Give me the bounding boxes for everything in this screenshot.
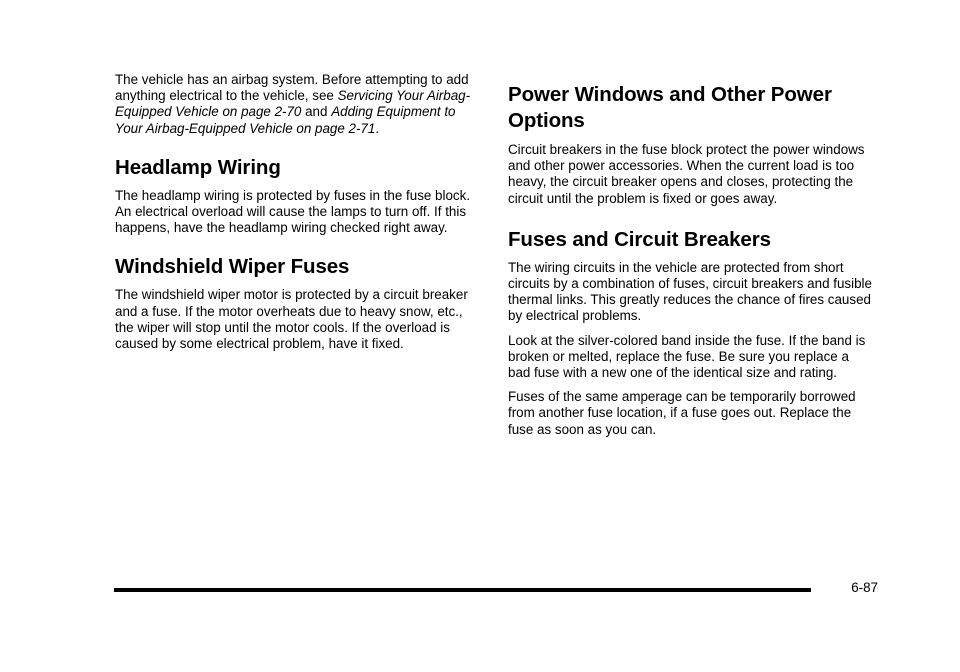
headlamp-wiring-body: The headlamp wiring is protected by fuses in the fuse block. An electrical overload will cause the lamps to turn off. If this happens, have the headlamp wiring checked right away. bbox=[115, 187, 471, 236]
adding-equipment-reference-link[interactable]: Adding Equipment to Your Airbag-Equipped Vehicle on page 2-71 bbox=[115, 104, 456, 136]
windshield-wiper-fuses-body: The windshield wiper motor is protected by a circuit breaker and a fuse. If the motor overheats due to heavy snow, etc., the wiper will stop until the motor cools. If the overload is caused by some electrical problem, have it fixed. bbox=[115, 287, 468, 352]
power-windows-heading: Power Windows and Other Power Options bbox=[508, 83, 832, 132]
power-windows-body: Circuit breakers in the fuse block protect the power windows and other power accessories. When the current load is too heavy, the circuit breaker opens and closes, protecting the circuit until the problem is fixed or goes away. bbox=[508, 142, 865, 206]
left-column bbox=[115, 72, 477, 352]
windshield-wiper-fuses-heading: Windshield Wiper Fuses bbox=[115, 255, 350, 279]
fuses-paragraph-3: Fuses of the same amperage can be temporarily borrowed from another fuse location, if a fuse goes out. Replace the fuse as soon as you can. bbox=[508, 389, 856, 437]
footer-rule bbox=[114, 588, 811, 592]
fuses-paragraph-1: The wiring circuits in the vehicle are protected from short circuits by a combination of fuses, circuit breakers and fusible thermal links. This greatly reduces the chance of fires caused by electrical problems. bbox=[508, 259, 872, 324]
fuses-circuit-breakers-heading: Fuses and Circuit Breakers bbox=[508, 227, 771, 251]
airbag-intro-paragraph: The vehicle has an airbag system. Before attempting to add anything electrical to the vehicle, see Servicing Your Airbag-Equipped Vehicle on page 2-70 and Adding Equipment to Your Airbag-Equipped Vehicle on page 2-71. bbox=[115, 72, 471, 136]
right-column bbox=[508, 72, 872, 438]
page-number: 6-87 bbox=[851, 580, 878, 595]
servicing-airbag-reference-link[interactable]: Servicing Your Airbag-Equipped Vehicle on page 2-70 bbox=[115, 88, 471, 120]
headlamp-wiring-heading: Headlamp Wiring bbox=[115, 155, 281, 179]
fuses-paragraph-2: Look at the silver-colored band inside the fuse. If the band is broken or melted, replace the fuse. Be sure you replace a bad fuse with a new one of the identical size and rating. bbox=[508, 332, 866, 381]
